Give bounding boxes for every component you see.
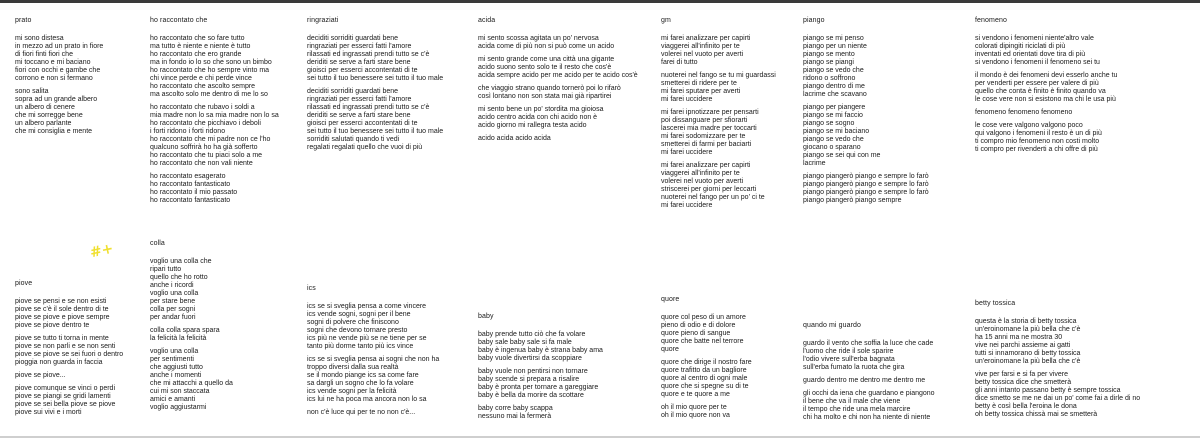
song-colla: [150, 240, 233, 417]
lyric-line: ics lui ne ha poca ma ancora non lo sa: [307, 396, 427, 403]
lyric-line: piango se piangi: [803, 59, 854, 66]
lyric-line: baby è bella da morire da scottare: [478, 392, 584, 399]
lyric-line: troppo diversi dalla sua realtà: [307, 364, 399, 371]
lyric-line: le cose vere non si esistono ma chi le usa più: [975, 96, 1116, 103]
lyric-line: colorati dipingiti riciclati di più: [975, 43, 1066, 50]
song-quore: [661, 296, 752, 425]
lyric-line: così lontano non son stata mai già ripartirei: [478, 93, 612, 100]
lyric-line: per sentimenti: [150, 356, 194, 363]
lyric-line: volerei nel vuoto per averti: [661, 51, 744, 58]
song-ics: [307, 285, 439, 422]
song-title: fenomeno: [975, 17, 1007, 24]
lyric-line: piove sui vivi e i morti: [15, 409, 82, 416]
lyric-line: ringraziati per esserci fatti l'amore: [307, 43, 412, 50]
lyric-line: ma ascolto solo me dentro di me lo so: [150, 91, 268, 98]
lyric-line: acido suono sento solo te il resto che cos'è: [478, 64, 612, 71]
song-ringraziati: [307, 17, 443, 157]
lyric-line: quore pieno di sangue: [661, 330, 731, 337]
song-lyrics: [975, 35, 1117, 154]
lyric-line: sopra ad un grande albero: [15, 96, 98, 103]
song-title: ho raccontato che: [150, 17, 208, 24]
lyric-line: striscerei per giorni per leccarti: [661, 186, 757, 193]
lyric-line: mi farei analizzare per capirti: [661, 35, 751, 42]
lyric-line: chi vince perde e chi perde vince: [150, 75, 252, 82]
lyric-line: di fiori finti fiori che: [15, 51, 73, 58]
lyric-line: questa è la storia di betty tossica: [975, 318, 1077, 325]
lyric-line: smetterei di farmi per baciarti: [661, 141, 752, 148]
stanza: [975, 109, 1117, 117]
lyric-line: l'odio vivere sull'erba bagnata: [803, 356, 895, 363]
stanza: [307, 356, 439, 404]
song-title: colla: [150, 240, 165, 247]
lyric-line: che viaggio strano quando tornerò poi lo rifarò: [478, 85, 621, 92]
song-gm: [661, 17, 776, 215]
lyric-line: quore col peso di un amore: [661, 314, 746, 321]
lyric-line: acido giorno mi rallegra testa acido: [478, 122, 587, 129]
lyric-line: betty tossica dice che smetterà: [975, 379, 1072, 386]
lyric-line: quore e te quore a me: [661, 391, 730, 398]
song-title: prato: [15, 17, 32, 24]
lyric-line: mi sento grande come una città una gigante: [478, 56, 615, 63]
lyric-line: piove se piove dentro te: [15, 322, 90, 329]
stanza: [307, 88, 443, 152]
stanza: [803, 173, 929, 205]
lyric-line: tanto più dorme tanto più ics vince: [307, 343, 414, 350]
lyric-line: si vendono i fenomeni il fenomeno sei tu: [975, 59, 1100, 66]
lyric-line: sei tutto il tuo benessere sei tutto il tuo male: [307, 75, 444, 82]
scan-top-edge: [0, 0, 1200, 3]
lyric-line: piove se c'è il sole dentro di te: [15, 306, 109, 313]
stanza: [15, 335, 123, 367]
lyric-line: quore trafitto da un bagliore: [661, 367, 747, 374]
lyric-line: mi farei uccidere: [661, 202, 713, 209]
song-quando-mi-guardo: [803, 322, 935, 427]
lyric-line: sa dargli un sogno che lo fa volare: [307, 380, 414, 387]
lyric-line: per venderti per essere per valere di più: [975, 80, 1099, 87]
lyric-line: lacrime: [803, 160, 826, 167]
lyric-line: piove se piove...: [15, 372, 66, 379]
lyric-line: mi sento bene un po' stordita ma gioiosa: [478, 106, 604, 113]
song-lyrics: [803, 35, 929, 205]
lyric-line: ho raccontato che ero grande: [150, 51, 242, 58]
lyric-line: ho raccontato che so fare tutto: [150, 35, 245, 42]
lyric-line: ics se si sveglia pensa a come vincere: [307, 303, 427, 310]
lyric-line: chi ha molto e chi non ha niente di niente: [803, 414, 931, 421]
lyric-line: se il mondo piange ics sa come fare: [307, 372, 419, 379]
lyric-line: baby corre baby scappa: [478, 405, 553, 412]
stanza: [803, 377, 935, 385]
lyric-line: piango piangerò piango sempre: [803, 197, 902, 204]
lyric-line: guardo il vento che soffia la luce che cade: [803, 340, 934, 347]
stanza: [478, 35, 638, 51]
lyric-line: deciditi sorriditi guardati bene: [307, 88, 399, 95]
stanza: [307, 35, 443, 83]
lyric-line: ma in fondo io lo so che sono un bimbo: [150, 59, 272, 66]
lyric-line: che mi consiglia e mente: [15, 128, 93, 135]
stanza: [15, 372, 123, 380]
lyric-line: l'uomo che ride il sole sparire: [803, 348, 894, 355]
stanza: [478, 368, 603, 400]
lyric-line: baby vuole divertirsi da scoppiare: [478, 355, 582, 362]
song-title: piango: [803, 17, 825, 24]
lyric-line: mi farei analizzare per capirti: [661, 162, 751, 169]
lyric-line: oh il mio quore non va: [661, 412, 730, 419]
lyric-line: nessuno mai la fermerà: [478, 413, 552, 420]
lyric-line: si vendono i fenomeni niente'altro vale: [975, 35, 1094, 42]
stanza: [975, 72, 1117, 104]
lyric-line: piove se tutto ti torna in mente: [15, 335, 109, 342]
lyric-line: fenomeno fenomeno fenomeno: [975, 109, 1073, 116]
lyric-line: sull'erba fumato la ruota che gira: [803, 364, 905, 371]
lyric-line: sei tutto il tuo benessere sei tutto il tuo male: [307, 128, 444, 135]
lyric-line: voglio una colla: [150, 348, 199, 355]
lyric-line: per stare bene: [150, 298, 196, 305]
lyric-line: piango se sogno: [803, 120, 855, 127]
lyric-line: baby vuole non pentirsi non tornare: [478, 368, 588, 375]
song-piango: [803, 17, 929, 210]
lyric-line: sono salita: [15, 88, 49, 95]
lyric-line: deriditi se serve a farti stare bene: [307, 59, 411, 66]
lyric-line: piango per piangere: [803, 104, 866, 111]
lyric-line: baby è pronta per tornare a gareggiare: [478, 384, 599, 391]
lyric-line: ridono o soffrono: [803, 75, 856, 82]
lyric-line: quore: [661, 346, 679, 353]
lyric-line: ma tutto è niente e niente è tutto: [150, 43, 251, 50]
song-lyrics: [661, 314, 752, 420]
lyric-line: piango per un niente: [803, 43, 867, 50]
lyric-line: deciditi sorriditi guardati bene: [307, 35, 399, 42]
stanza: [478, 56, 638, 80]
lyric-line: piove se pensi e se non esisti: [15, 298, 107, 305]
lyric-line: sogni che devono tornare presto: [307, 327, 408, 334]
lyric-line: un'eroinomane la più bella che c'è: [975, 326, 1081, 333]
song-title: quando mi guardo: [803, 322, 862, 329]
song-baby: [478, 313, 603, 426]
lyric-line: piango se mi baciano: [803, 128, 870, 135]
song-lyrics: [478, 35, 638, 143]
lyric-line: piango se mi penso: [803, 35, 864, 42]
lyric-line: vive nei parchi assieme ai gatti: [975, 342, 1071, 349]
stanza: [803, 35, 929, 99]
lyric-line: piango se mi faccio: [803, 112, 863, 119]
lyric-line: mi farei uccidere: [661, 96, 713, 103]
stanza: [661, 35, 776, 67]
lyric-line: ho raccontato che picchiavo i deboli: [150, 120, 261, 127]
lyric-line: gli anni intanto passano betty è sempre tossica: [975, 387, 1121, 394]
lyric-line: ha 15 anni ma ne mostra 30: [975, 334, 1063, 341]
lyric-line: ics vende sogni, sogni per il bene: [307, 311, 411, 318]
stanza: [803, 390, 935, 422]
lyric-line: corrono e non si fermano: [15, 75, 93, 82]
song-title: ringraziati: [307, 17, 339, 24]
lyric-line: vive per farsi e si fa per vivere: [975, 371, 1068, 378]
lyric-line: ics più ne vende più se ne tiene per se: [307, 335, 427, 342]
lyric-line: lascerei mia madre per toccarti: [661, 125, 757, 132]
lyric-line: mi farei sodomizzare per te: [661, 133, 746, 140]
stanza: [15, 385, 123, 417]
lyric-line: un albero parlante: [15, 120, 72, 127]
lyric-line: regalati regalati quello che vuoi di più: [307, 144, 423, 151]
lyric-line: colla colla spara spara: [150, 327, 220, 334]
lyric-line: piango piangerò piango e sempre lo farò: [803, 181, 929, 188]
lyric-line: anche i ricordi: [150, 282, 194, 289]
lyric-line: acido centro acida con chi acido non è: [478, 114, 598, 121]
lyric-line: quore che dirige il nostro fare: [661, 359, 752, 366]
stanza: [150, 327, 233, 343]
lyric-line: acida sempre acido per me acido per te acido cos'è: [478, 72, 638, 79]
stanza: [15, 298, 123, 330]
lyric-line: poi dissanguare per sfiorarti: [661, 117, 748, 124]
lyric-line: ics se si sveglia pensa ai sogni che non ha: [307, 356, 440, 363]
lyric-line: quore che batte nel terrore: [661, 338, 744, 345]
song-title: gm: [661, 17, 671, 24]
song-title: quore: [661, 296, 680, 303]
song-title: betty tossica: [975, 300, 1016, 307]
lyric-line: piango piangerò piango e sempre lo farò: [803, 189, 929, 196]
stanza: [478, 106, 638, 130]
song-lyrics: [150, 35, 279, 205]
stanza: [150, 348, 233, 412]
lyric-line: ho raccontato che ho sempre vinto ma: [150, 67, 270, 74]
lyric-line: ho raccontato che tu piaci solo a me: [150, 152, 263, 159]
stanza: [975, 122, 1117, 154]
stanza: [661, 314, 752, 354]
lyric-line: qui valgono i fenomeni il resto è un di più: [975, 130, 1102, 137]
lyric-line: anche i momenti: [150, 372, 202, 379]
lyric-line: deriditi se serve a farti stare bene: [307, 112, 411, 119]
lyric-line: cui mi son staccata: [150, 388, 210, 395]
lyric-line: gioisci per esserci accontentati di te: [307, 120, 418, 127]
stanza: [150, 173, 279, 205]
lyric-line: pioggia non guarda in faccia: [15, 359, 103, 366]
stanza: [478, 85, 638, 101]
lyric-line: viaggerei all'infinito per te: [661, 43, 740, 50]
lyric-line: ho raccontato che non vali niente: [150, 160, 253, 167]
lyric-line: rilassati ed ingrassati prendi tutto se c'è: [307, 104, 430, 111]
lyric-line: acido acida acido acida: [478, 135, 551, 142]
lyric-line: qualcuno soffrirà ho ha già sofferto: [150, 144, 258, 151]
yellow-scribble-mark: #+: [88, 240, 115, 262]
lyric-line: ti compro per rivenderti a chi offre di più: [975, 146, 1098, 153]
lyric-line: ho raccontato esagerato: [150, 173, 226, 180]
lyric-line: smetterei di ridere per te: [661, 80, 737, 87]
song-betty-tossica: [975, 300, 1140, 424]
lyric-line: mi farei ipnotizzare per pensarti: [661, 109, 759, 116]
lyric-line: ho raccontato fantasticato: [150, 181, 231, 188]
lyric-line: sorriditi salutati quando ti vedi: [307, 136, 400, 143]
lyric-line: baby scende si prepara a risalire: [478, 376, 580, 383]
song-title: ics: [307, 285, 316, 292]
song-lyrics: [15, 298, 123, 417]
song-piove: [15, 280, 123, 422]
lyric-line: mi farei uccidere: [661, 149, 713, 156]
stanza: [661, 404, 752, 420]
lyric-line: un'eroinomane la più bella che c'è: [975, 358, 1081, 365]
stanza: [150, 104, 279, 168]
stanza: [15, 88, 103, 136]
lyric-line: quello che ho rotto: [150, 274, 208, 281]
lyric-line: per andar fuori: [150, 314, 196, 321]
lyric-line: quello che conta è finito è finito quando va: [975, 88, 1106, 95]
lyric-line: ho raccontato che rubavo i soldi a: [150, 104, 255, 111]
song-title: baby: [478, 313, 494, 320]
lyric-line: baby prende tutto ciò che fa volare: [478, 331, 586, 338]
song-lyrics: [803, 340, 935, 422]
lyric-line: dice smetto se me ne dai un po' come fai a dirle di no: [975, 395, 1141, 402]
lyric-line: quore al centro di ogni male: [661, 375, 748, 382]
song-lyrics: [975, 318, 1140, 419]
lyric-line: piango se mento: [803, 51, 855, 58]
song-lyrics: [150, 258, 233, 412]
lyric-line: un albero di cenere: [15, 104, 75, 111]
lyric-line: ho raccontato che mi padre non ce l'ho: [150, 136, 271, 143]
stanza: [803, 340, 935, 372]
lyric-line: gioisci per esserci accontentati di te: [307, 67, 418, 74]
lyric-line: piango piangerò piango e sempre lo farò: [803, 173, 929, 180]
stanza: [661, 72, 776, 104]
lyric-line: guardo dentro me dentro me dentro me: [803, 377, 926, 384]
lyric-line: rilassati ed ingrassati prendi tutto se c'è: [307, 51, 430, 58]
lyric-line: tutti si innamorano di betty tossica: [975, 350, 1081, 357]
lyric-line: volerei nel vuoto per averti: [661, 178, 744, 185]
stanza: [478, 135, 638, 143]
lyric-line: sogni di polvere che finiscono: [307, 319, 399, 326]
lyric-line: ics vende sogni per la felicità: [307, 388, 397, 395]
song-ho-raccontato-che: [150, 17, 279, 210]
stanza: [15, 35, 103, 83]
stanza: [975, 35, 1117, 67]
lyric-line: ho raccontato che ascolto sempre: [150, 83, 256, 90]
stanza: [150, 35, 279, 99]
stanza: [661, 109, 776, 157]
lyric-line: piango se sei qui con me: [803, 152, 881, 159]
stanza: [975, 371, 1140, 419]
lyric-line: acida come di più non si può come un acido: [478, 43, 615, 50]
song-title: piove: [15, 280, 33, 287]
lyric-line: piove se piove se sei fuori o dentro: [15, 351, 124, 358]
lyric-line: voglio una colla che: [150, 258, 212, 265]
stanza: [478, 405, 603, 421]
lyric-line: oh il mio quore per te: [661, 404, 727, 411]
song-title: acida: [478, 17, 496, 24]
lyric-line: mia madre non lo sa mia madre non lo sa: [150, 112, 279, 119]
lyric-line: ho raccontato il mio passato: [150, 189, 238, 196]
lyric-line: ho raccontato fantasticato: [150, 197, 231, 204]
song-lyrics: [307, 303, 439, 417]
lyric-line: giocano o sparano: [803, 144, 861, 151]
lyric-line: viaggerei all'infinito per te: [661, 170, 740, 177]
lyric-line: piango dentro di me: [803, 83, 865, 90]
stanza: [803, 104, 929, 168]
lyric-line: ti compro mio fenomeno non costi molto: [975, 138, 1100, 145]
stanza: [975, 318, 1140, 366]
lyric-line: in mezzo ad un prato in fiore: [15, 43, 104, 50]
song-acida: [478, 17, 638, 148]
lyric-line: mi toccano e mi baciano: [15, 59, 91, 66]
song-lyrics: [307, 35, 443, 152]
lyric-line: baby è ingenua baby è strana baby ama: [478, 347, 603, 354]
lyric-line: i forti ridono i forti ridono: [150, 128, 226, 135]
lyric-line: mi farei sputare per averti: [661, 88, 741, 95]
lyric-line: piove se non parli e se non senti: [15, 343, 116, 350]
lyric-line: quore che si spegne su di te: [661, 383, 749, 390]
stanza: [307, 409, 439, 417]
lyric-line: farei di tutto: [661, 59, 698, 66]
lyric-line: colla per sogni: [150, 306, 196, 313]
lyric-line: che mi attacchi a quello da: [150, 380, 233, 387]
lyric-line: piove comunque se vinci o perdi: [15, 385, 116, 392]
lyric-line: voglio una colla: [150, 290, 199, 297]
lyric-line: oh betty tossica chissà mai se smetterà: [975, 411, 1098, 418]
lyric-line: non c'è luce qui per te no non c'è...: [307, 409, 416, 416]
lyric-line: fiori con occhi e gambe che: [15, 67, 101, 74]
stanza: [478, 331, 603, 363]
song-lyrics: [661, 35, 776, 210]
lyric-line: baby sale baby sale si fa male: [478, 339, 572, 346]
lyric-line: il tempo che ride una mela marcire: [803, 406, 911, 413]
stanza: [307, 303, 439, 351]
lyric-line: betty è così bella l'eroina le dona: [975, 403, 1077, 410]
lyric-line: la felicità la felicità: [150, 335, 207, 342]
lyric-line: inventati ed orientati dove tira di più: [975, 51, 1086, 58]
lyric-line: amici e amanti: [150, 396, 196, 403]
lyric-line: piove se piangi se gridi lamenti: [15, 393, 111, 400]
lyric-line: che mi sorregge bene: [15, 112, 83, 119]
song-prato: [15, 17, 103, 141]
stanza: [661, 359, 752, 399]
lyric-line: voglio aggiustarmi: [150, 404, 207, 411]
stanza: [150, 258, 233, 322]
song-fenomeno: [975, 17, 1117, 159]
lyric-line: ripari tutto: [150, 266, 182, 273]
lyric-line: le cose vere valgono valgono poco: [975, 122, 1083, 129]
lyric-line: mi sento scossa agitata un po' nervosa: [478, 35, 599, 42]
lyric-line: gli occhi da iena che guardano e piangono: [803, 390, 935, 397]
lyric-line: nuoterei nel fango per un po' ci te: [661, 194, 765, 201]
lyric-line: mi sono distesa: [15, 35, 64, 42]
lyric-line: pieno di odio e di dolore: [661, 322, 736, 329]
song-lyrics: [15, 35, 103, 136]
lyric-line: lacrime che scavano: [803, 91, 867, 98]
lyric-line: piove se sei bella piove se piove: [15, 401, 116, 408]
lyric-line: piango se vedo che: [803, 136, 864, 143]
lyric-line: piove se piove e piove sempre: [15, 314, 110, 321]
lyric-line: nuoterei nel fango se tu mi guardassi: [661, 72, 776, 79]
lyric-line: piango se vedo che: [803, 67, 864, 74]
song-lyrics: [478, 331, 603, 421]
lyric-line: ringraziati per esserci fatti l'amore: [307, 96, 412, 103]
lyric-line: che aggiusti tutto: [150, 364, 203, 371]
lyric-line: il bene che va il male che viene: [803, 398, 901, 405]
stanza: [661, 162, 776, 210]
lyric-line: il mondo è dei fenomeni devi esserlo anche tu: [975, 72, 1118, 79]
